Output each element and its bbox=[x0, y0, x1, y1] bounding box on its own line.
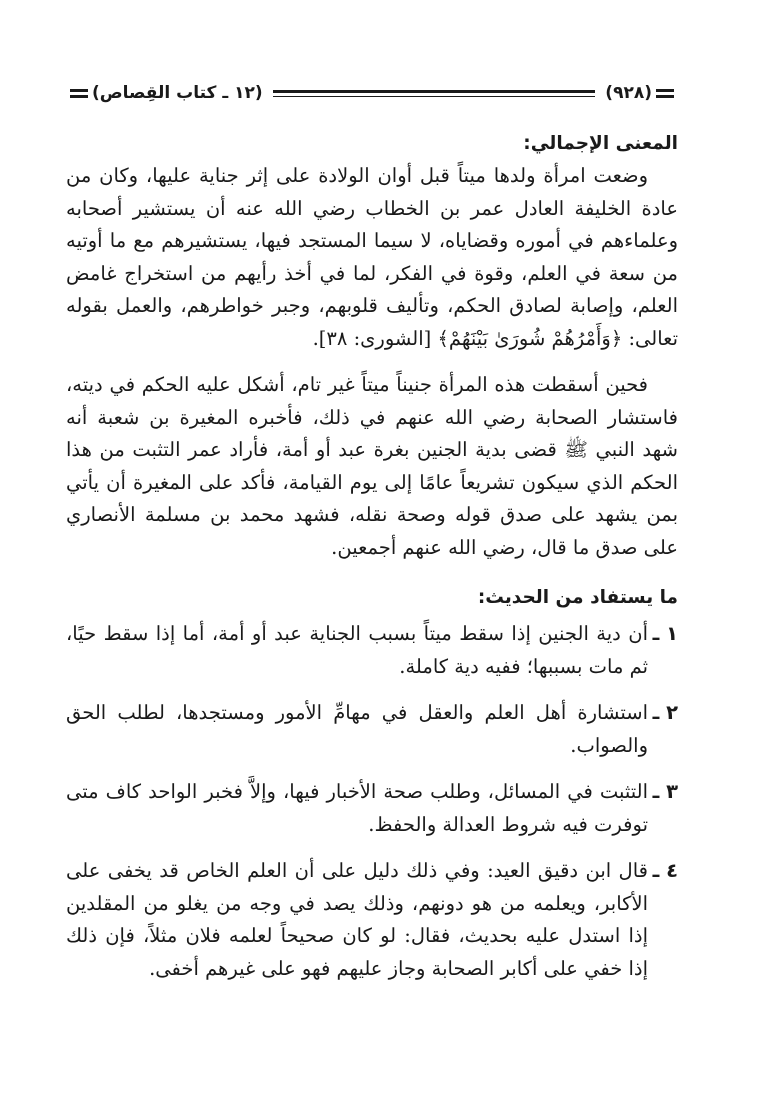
benefit-item-1 bbox=[66, 618, 678, 683]
benefit-item-2 bbox=[66, 697, 678, 762]
benefits-list bbox=[66, 618, 678, 985]
summary-paragraph-1: وضعت امرأة ولدها ميتاً قبل أوان الولادة على إثر جناية عليها، وكان من عادة الخليفة العادل عمر بن الخطاب رضي الله عنه أن يستشير أصحابه وعلماءهم في أموره وقضاياه، لا سيما المستجد فيها، يستشيرهم مع ما أوتيه من سعة في العلم، وقوة في الفكر، لما في أخذ رأيهم من استخراج غامض العلم، وإصابة لصادق الحكم، وتأليف قلوبهم، وجبر خواطرهم، والعمل بقوله تعالى: ﴿وَأَمْرُهُمْ شُورَىٰ بَيْنَهُمْ﴾ [الشورى: ٣٨]. bbox=[66, 164, 678, 350]
header-ornament-right bbox=[656, 89, 674, 98]
benefit-text: استشارة أهل العلم والعقل في مهامِّ الأمور ومستجدها، لطلب الحق والصواب. bbox=[66, 701, 648, 757]
running-header bbox=[66, 80, 678, 106]
benefit-number: ٢ ـ bbox=[652, 701, 678, 724]
benefit-item-4 bbox=[66, 855, 678, 985]
summary-paragraph-2: فحين أسقطت هذه المرأة جنيناً ميتاً غير تام، أشكل عليه الحكم في ديته، فاستشار الصحابة رضي الله عنهم في ذلك، فأخبره المغيرة بن شعبة أنه شهد النبي ﷺ قضى بدية الجنين بغرة عبد أو أمة، فأراد عمر التثبت من هذا الحكم الذي سيكون تشريعاً عامًا إلى يوم القيامة، فأكد على المغيرة أن يأتي بمن يشهد على صدق قوله وصحة نقله، فشهد محمد بن مسلمة الأنصاري على صدق ما قال، رضي الله عنهم أجمعين. bbox=[66, 373, 678, 559]
benefit-number: ٣ ـ bbox=[652, 780, 678, 803]
page-content bbox=[66, 128, 678, 985]
benefits-heading: ما يستفاد من الحديث: bbox=[477, 587, 678, 608]
summary-heading: المعنى الإجمالي: bbox=[523, 133, 678, 154]
chapter-title: (١٢ ـ كتاب القِصاص) bbox=[92, 83, 263, 103]
header-ornament-left bbox=[70, 89, 88, 98]
benefit-number: ٤ ـ bbox=[652, 859, 678, 882]
benefit-number: ١ ـ bbox=[652, 622, 678, 645]
header-rule bbox=[273, 90, 596, 97]
benefit-item-3 bbox=[66, 776, 678, 841]
page-number: (٩٢٨) bbox=[605, 83, 652, 103]
benefit-text: أن دية الجنين إذا سقط ميتاً بسبب الجناية عبد أو أمة، أما إذا سقط حيًا، ثم مات بسببها؛ ففيه دية كاملة. bbox=[66, 622, 648, 678]
benefit-text: قال ابن دقيق العيد: وفي ذلك دليل على أن العلم الخاص قد يخفى على الأكابر، ويعلمه من هو دونهم، وذلك يصد في وجه من يغلو من المقلدين إذا استدل عليه بحديث، فقال: لو كان صحيحاً لعلمه فلان مثلاً، فإن ذلك إذا خفي على أكابر الصحابة وجاز عليهم فهو على غيرهم أخفى. bbox=[66, 859, 648, 980]
benefit-text: التثبت في المسائل، وطلب صحة الأخبار فيها، وإلاَّ فخبر الواحد كاف متى توفرت فيه شروط العدالة والحفظ. bbox=[66, 780, 648, 836]
